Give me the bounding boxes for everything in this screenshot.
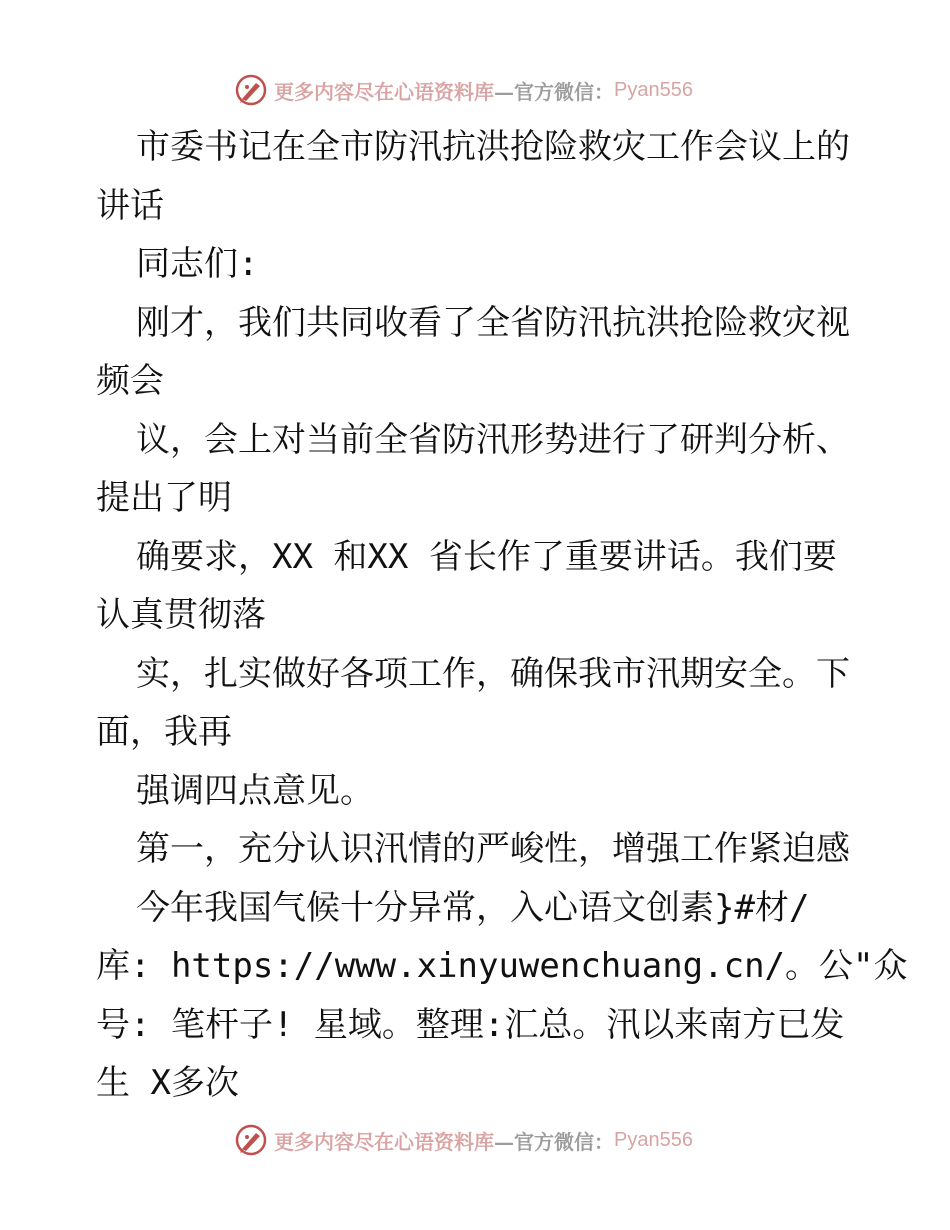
document-body [96, 118, 908, 1113]
pen-logo-icon [234, 1123, 268, 1157]
text-line: 今年我国气候十分异常，入心语文创素}#材/ [136, 887, 810, 928]
text-line: 号: 笔杆子! 星域。整理:汇总。汛以来南方已发 [96, 1004, 845, 1045]
watermark-separator: —官方微信： [494, 1129, 614, 1154]
footer-watermark [234, 1120, 734, 1160]
text-line: 市委书记在全市防汛抗洪抢险救灾工作会议上的 [136, 127, 850, 167]
text-line: 认真贯彻落 [96, 595, 266, 635]
text-line: 强调四点意见。 [136, 770, 374, 811]
watermark-title: 更多内容尽在心语资料库 [274, 1129, 494, 1154]
text-line: 频会 [96, 361, 164, 401]
pen-logo-icon [234, 73, 268, 107]
text-line: 提出了明 [96, 478, 232, 518]
text-line: 面，我再 [96, 712, 232, 752]
watermark-separator: —官方微信： [494, 79, 614, 104]
text-line: 刚才，我们共同收看了全省防汛抗洪抢险救灾视 [136, 302, 850, 343]
text-line: 同志们: [136, 244, 259, 284]
text-line: 确要求，XX 和XX 省长作了重要讲话。我们要 [136, 536, 837, 577]
watermark-wechat-id: Pyan556 [614, 1128, 693, 1151]
text-line: 讲话 [96, 185, 164, 226]
header-watermark [234, 70, 734, 110]
watermark-wechat-id: Pyan556 [614, 78, 693, 101]
text-line: 议，会上对当前全省防汛形势进行了研判分析、 [136, 419, 850, 460]
text-line: 实，扎实做好各项工作，确保我市汛期安全。下 [136, 653, 850, 694]
watermark-title: 更多内容尽在心语资料库 [274, 79, 494, 104]
text-line: 生 X多次 [96, 1063, 239, 1103]
text-line: 第一，充分认识汛情的严峻性，增强工作紧迫感 [136, 829, 850, 869]
text-line: 库: https://www.xinyuwenchuang.cn/。公"众 [96, 946, 908, 986]
